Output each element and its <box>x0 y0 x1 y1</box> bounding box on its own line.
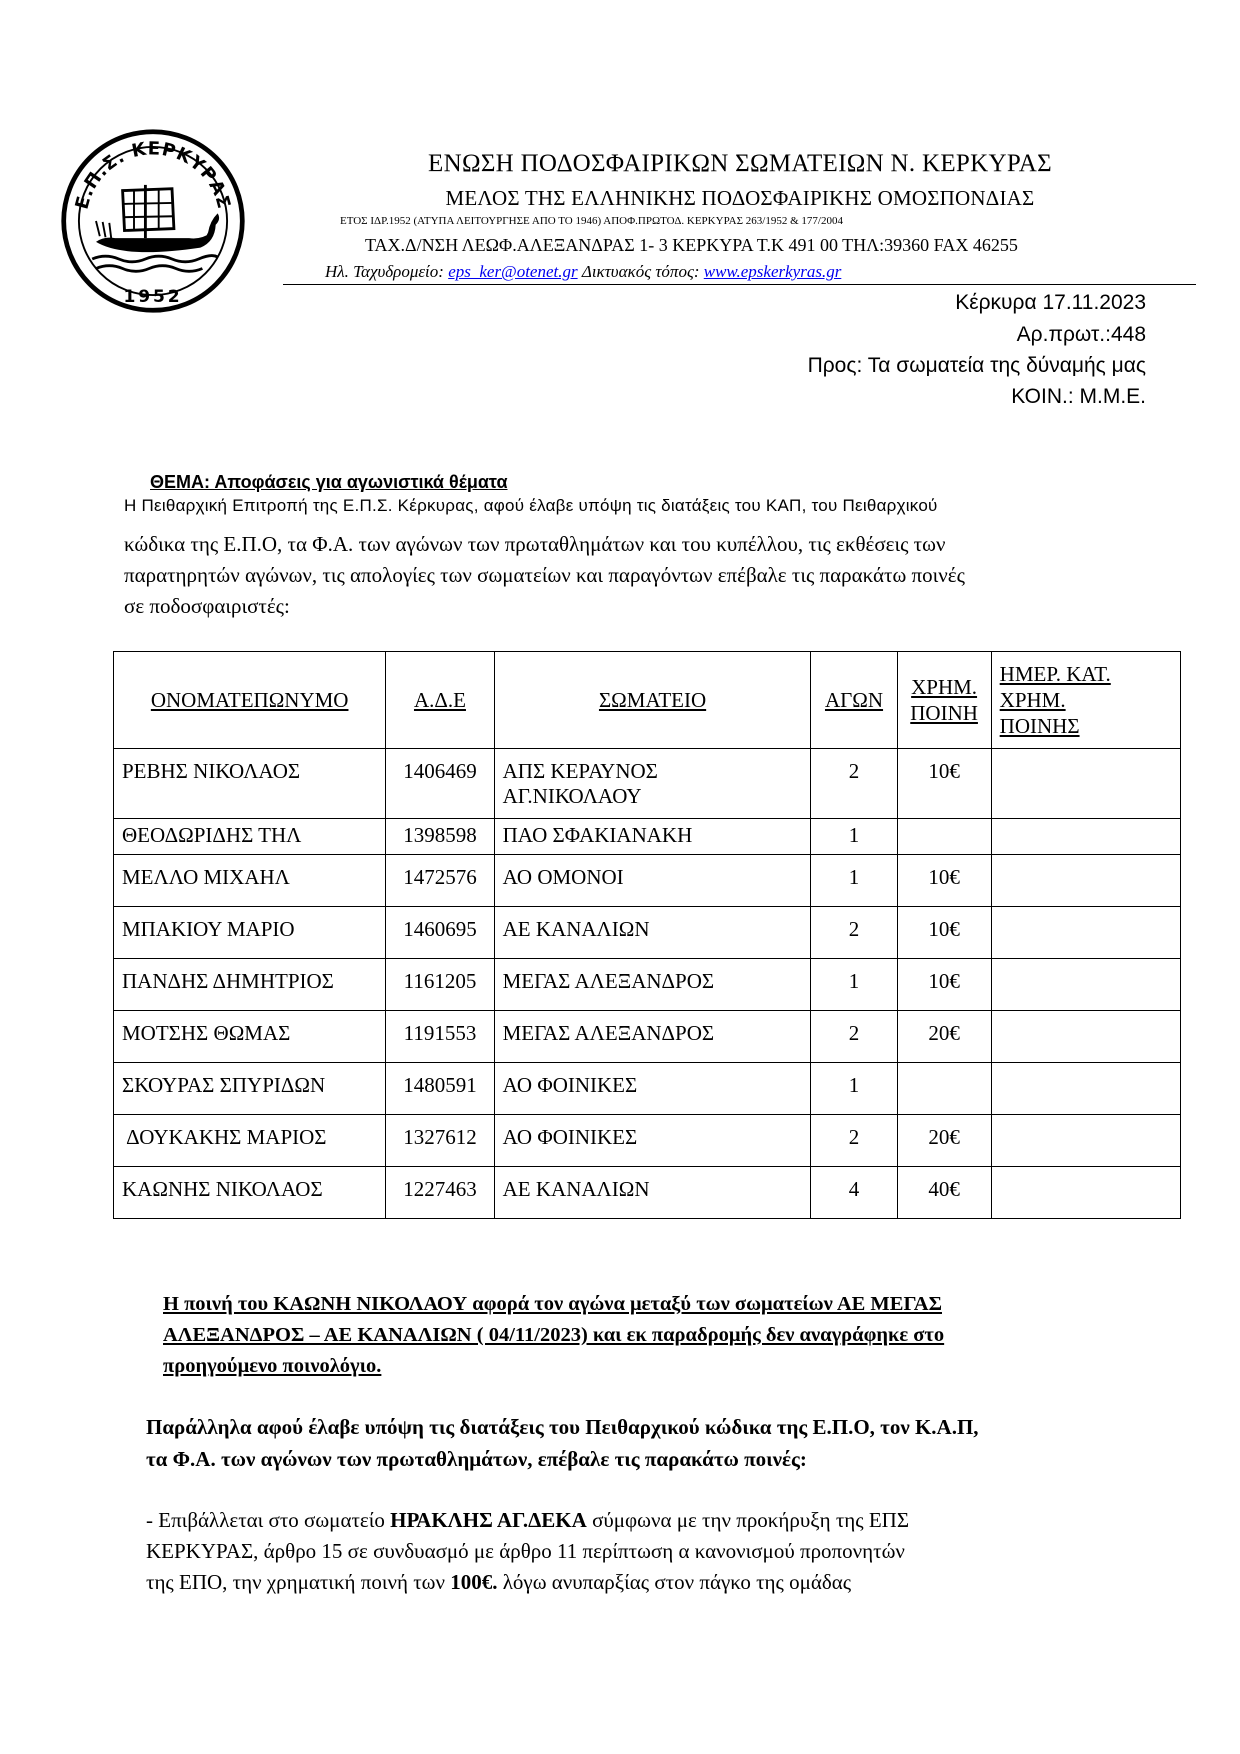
table-row <box>114 855 1181 907</box>
cell-fine-date <box>991 749 1180 819</box>
cell-fine-date <box>991 1011 1180 1063</box>
header-divider <box>283 284 1196 285</box>
cell-games: 1 <box>811 959 897 1011</box>
cell-ade: 1460695 <box>386 907 494 959</box>
fine-amount: 100€. <box>450 1570 498 1594</box>
cell-fine-date <box>991 1115 1180 1167</box>
recipient: Προς: Τα σωματεία της δύναμής μας <box>807 354 1146 377</box>
cell-fine: 10€ <box>897 959 991 1011</box>
cell-fine: 40€ <box>897 1167 991 1219</box>
table-row <box>114 1167 1181 1219</box>
org-contact <box>325 262 841 282</box>
ship-icon <box>92 185 219 271</box>
cell-fine: 10€ <box>897 855 991 907</box>
cell-club: ΠΑΟ ΣΦΑΚΙΑΝΑΚΗ <box>494 819 811 855</box>
cell-fine-date <box>991 959 1180 1011</box>
cell-club: ΜΕΓΑΣ ΑΛΕΞΑΝΔΡΟΣ <box>494 1011 811 1063</box>
cell-name: ΔΟΥΚΑΚΗΣ ΜΑΡΙΟΣ <box>114 1115 386 1167</box>
cell-games: 4 <box>811 1167 897 1219</box>
eps-kerkyras-logo <box>58 126 248 316</box>
cell-name: ΠΑΝΔΗΣ ΔΗΜΗΤΡΙΟΣ <box>114 959 386 1011</box>
cell-name: ΜΠΑΚΙΟΥ ΜΑΡΙΟ <box>114 907 386 959</box>
org-name: ΕΝΩΣΗ ΠΟΔΟΣΦΑΙΡΙΚΩΝ ΣΩΜΑΤΕΙΩΝ Ν. ΚΕΡΚΥΡΑΣ <box>428 150 1052 177</box>
org-founding: ΕΤΟΣ ΙΔΡ.1952 (ΑΤΥΠΑ ΛΕΙΤΟΥΡΓΗΣΕ ΑΠΟ ΤΟ 1946) ΑΠΟΦ.ΠΡΩΤΟΔ. ΚΕΡΚΥΡΑΣ 263/1952 & 177/2004 <box>340 215 843 227</box>
cell-club: ΑΟ ΦΟΙΝΙΚΕΣ <box>494 1063 811 1115</box>
table-row <box>114 959 1181 1011</box>
table-row <box>114 819 1181 855</box>
cell-games: 1 <box>811 1063 897 1115</box>
table-row <box>114 907 1181 959</box>
cell-games: 2 <box>811 1011 897 1063</box>
cell-games: 2 <box>811 1115 897 1167</box>
decision-line-3: της ΕΠΟ, την χρηματική ποινή των 100€. λόγω ανυπαρξίας στον πάγκο της ομάδας <box>146 1570 852 1594</box>
cell-fine-date <box>991 819 1180 855</box>
paragraph-line-2: τα Φ.Α. των αγώνων των πρωταθλημάτων, επέβαλε τις παρακάτω ποινές: <box>146 1447 807 1471</box>
cell-ade: 1191553 <box>386 1011 494 1063</box>
cell-club: ΑΟ ΦΟΙΝΙΚΕΣ <box>494 1115 811 1167</box>
cell-ade: 1398598 <box>386 819 494 855</box>
paragraph-line-1: Παράλληλα αφού έλαβε υπόψη τις διατάξεις του Πειθαρχικού κώδικα της Ε.Π.Ο, τον Κ.Α.Π, <box>146 1415 979 1439</box>
intro-line-1: Η Πειθαρχική Επιτροπή της Ε.Π.Σ. Κέρκυρας, αφού έλαβε υπόψη τις διατάξεις του ΚΑΠ, του Πειθαρχικού <box>124 496 938 515</box>
letter-date: Κέρκυρα 17.11.2023 <box>955 291 1146 314</box>
header-name: ΟΝΟΜΑΤΕΠΩΝΥΜΟ <box>114 652 386 749</box>
logo-text-top: Ε.Π.Σ. ΚΕΡΚΥΡΑΣ <box>71 138 235 212</box>
note-line-2: ΑΛΕΞΑΝΔΡΟΣ – ΑΕ ΚΑΝΑΛΙΩΝ ( 04/11/2023) και εκ παραδρομής δεν αναγράφηκε στο <box>163 1324 945 1346</box>
cell-ade: 1406469 <box>386 749 494 819</box>
cell-club: ΑΠΣ ΚΕΡΑΥΝΟΣ ΑΓ.ΝΙΚΟΛΑΟΥ <box>494 749 811 819</box>
note-line-3: προηγούμενο ποινολόγιο. <box>163 1355 382 1377</box>
cell-fine-date <box>991 1167 1180 1219</box>
table-row <box>114 1011 1181 1063</box>
website-link[interactable]: www.epskerkyras.gr <box>703 262 842 281</box>
cell-games: 2 <box>811 907 897 959</box>
intro-line-4: σε ποδοσφαιριστές: <box>124 594 290 618</box>
cell-ade: 1327612 <box>386 1115 494 1167</box>
decision-line-1: - Επιβάλλεται στο σωματείο ΗΡΑΚΛΗΣ ΑΓ.ΔΕΚΑ σύμφωνα με την προκήρυξη της ΕΠΣ <box>146 1508 910 1532</box>
website-label: Δικτυακός τόπος: <box>581 262 700 281</box>
cell-fine: 10€ <box>897 749 991 819</box>
intro-line-2: κώδικα της Ε.Π.Ο, τα Φ.Α. των αγώνων των πρωταθλημάτων και του κυπέλλου, τις εκθέσεις των <box>124 532 946 556</box>
note-line-1: Η ποινή του ΚΑΩΝΗ ΝΙΚΟΛΑΟΥ αφορά τον αγώνα μεταξύ των σωματείων ΑΕ ΜΕΓΑΣ <box>163 1293 942 1315</box>
email-label: Ηλ. Ταχυδρομείο: <box>325 262 444 281</box>
cell-name: ΜΕΛΛΟ ΜΙΧΑΗΛ <box>114 855 386 907</box>
cell-name: ΜΟΤΣΗΣ ΘΩΜΑΣ <box>114 1011 386 1063</box>
cell-games: 1 <box>811 855 897 907</box>
table-header-row <box>114 652 1181 749</box>
subject-line: ΘΕΜΑ: Αποφάσεις για αγωνιστικά θέματα <box>150 472 508 492</box>
logo-year: 1952 <box>123 286 183 307</box>
cell-name: ΘΕΟΔΩΡΙΔΗΣ ΤΗΛ <box>114 819 386 855</box>
cell-fine: 10€ <box>897 907 991 959</box>
cell-fine <box>897 1063 991 1115</box>
intro-line-3: παρατηρητών αγώνων, τις απολογίες των σωματείων και παραγόντων επέβαλε τις παρακάτω ποινές <box>124 563 965 587</box>
email-link[interactable]: eps_ker@otenet.gr <box>448 262 578 281</box>
cell-fine <box>897 819 991 855</box>
table-row <box>114 1115 1181 1167</box>
cell-name: ΚΑΩΝΗΣ ΝΙΚΟΛΑΟΣ <box>114 1167 386 1219</box>
cell-fine: 20€ <box>897 1011 991 1063</box>
cell-ade: 1480591 <box>386 1063 494 1115</box>
cell-name: ΣΚΟΥΡΑΣ ΣΠΥΡΙΔΩΝ <box>114 1063 386 1115</box>
header-fine: ΧΡΗΜ. ΠΟΙΝΗ <box>897 652 991 749</box>
header-fine-date: ΗΜΕΡ. ΚΑΤ. ΧΡΗΜ. ΠΟΙΝΗΣ <box>991 652 1180 749</box>
cell-ade: 1161205 <box>386 959 494 1011</box>
cell-club: ΑΕ ΚΑΝΑΛΙΩΝ <box>494 1167 811 1219</box>
cell-ade: 1472576 <box>386 855 494 907</box>
header-ade: Α.Δ.Ε <box>386 652 494 749</box>
club-name: ΗΡΑΚΛΗΣ ΑΓ.ΔΕΚΑ <box>390 1508 587 1532</box>
cell-club: ΑΟ ΟΜΟΝΟΙ <box>494 855 811 907</box>
header-club: ΣΩΜΑΤΕΙΟ <box>494 652 811 749</box>
cell-games: 2 <box>811 749 897 819</box>
header-games: ΑΓΩΝ <box>811 652 897 749</box>
cell-games: 1 <box>811 819 897 855</box>
cell-fine: 20€ <box>897 1115 991 1167</box>
cell-fine-date <box>991 855 1180 907</box>
cell-fine-date <box>991 1063 1180 1115</box>
cell-club: ΑΕ ΚΑΝΑΛΙΩΝ <box>494 907 811 959</box>
protocol-number: Αρ.πρωτ.:448 <box>1016 323 1146 346</box>
cell-name: ΡΕΒΗΣ ΝΙΚΟΛΑΟΣ <box>114 749 386 819</box>
org-address: ΤΑΧ.Δ/ΝΣΗ ΛΕΩΦ.ΑΛΕΞΑΝΔΡΑΣ 1- 3 ΚΕΡΚΥΡΑ Τ.Κ 491 00 ΤΗΛ:39360 FAX 46255 <box>365 235 1018 255</box>
carbon-copy: ΚΟΙΝ.: Μ.Μ.Ε. <box>1011 385 1146 408</box>
table-row <box>114 1063 1181 1115</box>
cell-fine-date <box>991 907 1180 959</box>
penalties-table <box>113 651 1181 1219</box>
org-membership: ΜΕΛΟΣ ΤΗΣ ΕΛΛΗΝΙΚΗΣ ΠΟΔΟΣΦΑΙΡΙΚΗΣ ΟΜΟΣΠΟΝΔΙΑΣ <box>445 186 1035 210</box>
decision-line-2: ΚΕΡΚΥΡΑΣ, άρθρο 15 σε συνδυασμό με άρθρο 11 περίπτωση α κανονισμού προπονητών <box>146 1539 905 1563</box>
cell-ade: 1227463 <box>386 1167 494 1219</box>
cell-club: ΜΕΓΑΣ ΑΛΕΞΑΝΔΡΟΣ <box>494 959 811 1011</box>
table-row <box>114 749 1181 819</box>
